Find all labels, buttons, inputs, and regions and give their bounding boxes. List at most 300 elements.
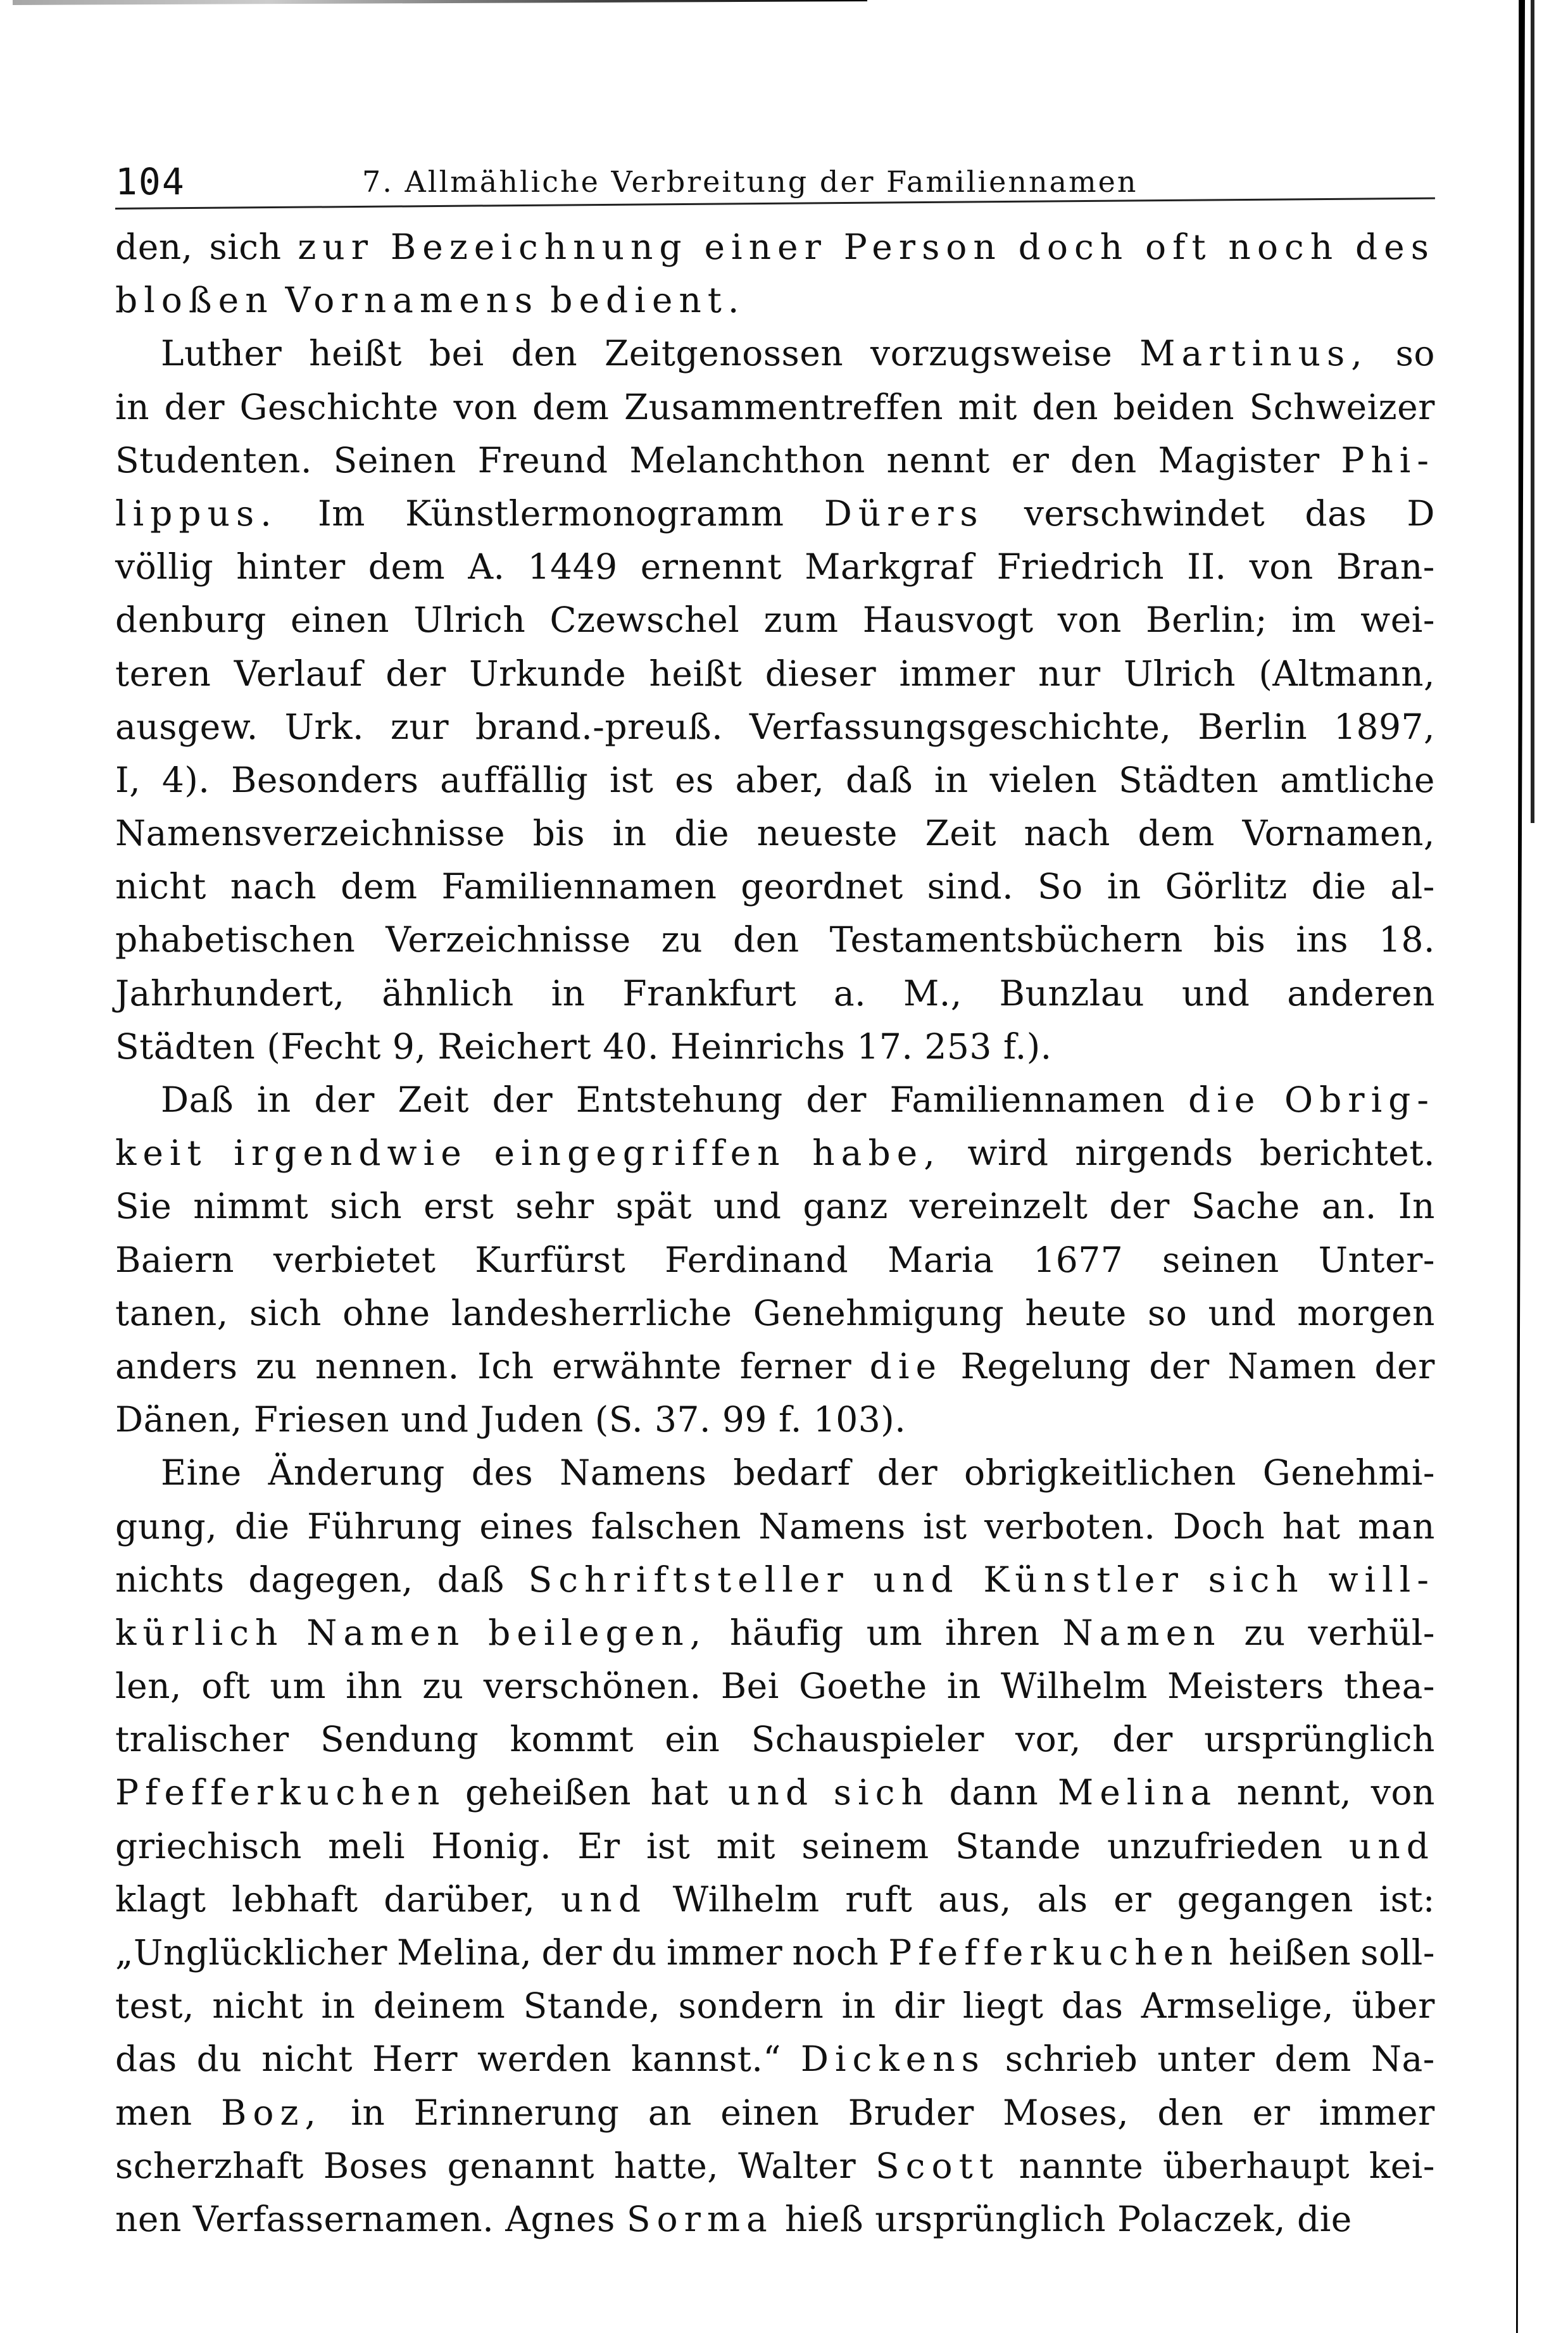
word: Juden bbox=[480, 1399, 584, 1440]
word: der bbox=[314, 1079, 375, 1120]
word: In bbox=[1398, 1186, 1435, 1227]
word: liegt bbox=[962, 1985, 1044, 2027]
word: verschwindet bbox=[1024, 493, 1265, 534]
word: phabetischen bbox=[115, 919, 356, 960]
word: er bbox=[1113, 1878, 1151, 1920]
word: ihren bbox=[944, 1612, 1040, 1653]
word: falschen bbox=[591, 1506, 741, 1547]
scan-edge-right bbox=[1516, 0, 1525, 2333]
text-line bbox=[115, 1020, 1435, 1073]
text-line bbox=[115, 1820, 1435, 1873]
word: Verfassungsgeschichte, bbox=[749, 706, 1172, 747]
word: 1677 bbox=[1033, 1239, 1124, 1280]
word: den, bbox=[115, 227, 193, 267]
word: Künstlermonogramm bbox=[405, 493, 784, 534]
word: den bbox=[732, 919, 800, 960]
word: Melina, bbox=[397, 1932, 532, 1973]
word: noch bbox=[1228, 227, 1339, 267]
word: einen bbox=[291, 600, 390, 641]
word: hat bbox=[650, 1772, 709, 1813]
word: erwähnte bbox=[552, 1345, 722, 1387]
word: dem bbox=[1138, 813, 1215, 854]
text-line bbox=[115, 593, 1435, 646]
scan-edge-right-inner bbox=[1531, 0, 1534, 823]
word: die bbox=[1188, 1079, 1262, 1120]
word: des bbox=[471, 1452, 534, 1493]
word: ist bbox=[646, 1825, 691, 1866]
word: nen bbox=[115, 2198, 182, 2239]
word: amtliche bbox=[1279, 759, 1435, 800]
word: Hausvogt bbox=[862, 600, 1034, 641]
word: Sendung bbox=[320, 1719, 479, 1760]
text-line bbox=[115, 380, 1435, 434]
word: sehr bbox=[515, 1186, 594, 1227]
word: Genehmi- bbox=[1262, 1452, 1435, 1493]
word: sich bbox=[209, 227, 282, 267]
word: das bbox=[115, 2039, 177, 2080]
word: Genehmigung bbox=[753, 1292, 1005, 1333]
word: Bran- bbox=[1336, 546, 1435, 588]
word: Sie bbox=[115, 1186, 172, 1227]
text-line bbox=[115, 967, 1435, 1020]
word: Daß bbox=[161, 1079, 234, 1120]
text-line bbox=[115, 1553, 1435, 1606]
text-line bbox=[115, 1979, 1435, 2032]
word: Phi- bbox=[1341, 439, 1435, 481]
word: Ulrich bbox=[413, 600, 526, 641]
word: Verfassernamen. bbox=[192, 2198, 494, 2239]
word: Städten bbox=[115, 1026, 256, 1067]
word: der bbox=[806, 1079, 867, 1120]
word: neueste bbox=[756, 813, 898, 854]
word: Ulrich bbox=[1123, 653, 1236, 694]
word: wird bbox=[967, 1133, 1049, 1174]
word: Änderung bbox=[268, 1452, 445, 1493]
word: Martinus, bbox=[1139, 333, 1369, 374]
word: Familiennamen bbox=[889, 1079, 1165, 1120]
text-line bbox=[115, 913, 1435, 966]
word: Bunzlau bbox=[999, 972, 1145, 1014]
word: Polaczek, bbox=[1117, 2198, 1286, 2239]
word: Agnes bbox=[505, 2198, 615, 2239]
word: brand.-preuß. bbox=[475, 706, 724, 747]
word: über bbox=[1352, 1985, 1435, 2027]
word: zu bbox=[1244, 1612, 1286, 1653]
word: soll- bbox=[1360, 1932, 1435, 1973]
word: von bbox=[1057, 600, 1122, 641]
word: Besonders bbox=[230, 759, 419, 800]
word: Testamentsbüchern bbox=[829, 919, 1183, 960]
word: 40. bbox=[603, 1026, 660, 1067]
word: daß bbox=[845, 759, 913, 800]
word: Goethe bbox=[798, 1666, 927, 1707]
word: immer bbox=[1319, 2092, 1435, 2133]
word: ganz bbox=[803, 1186, 888, 1227]
word: verbietet bbox=[273, 1239, 436, 1280]
text-line bbox=[115, 1179, 1435, 1233]
word: und bbox=[561, 1878, 648, 1920]
word: Wilhelm bbox=[1000, 1666, 1148, 1707]
word: dem bbox=[341, 866, 418, 907]
word: erst bbox=[423, 1186, 494, 1227]
word: 253 bbox=[924, 1026, 992, 1067]
word: morgen bbox=[1297, 1292, 1435, 1333]
word: du bbox=[612, 1932, 657, 1973]
word: sondern bbox=[678, 1985, 824, 2027]
word: Schriftsteller bbox=[528, 1559, 850, 1600]
word: meli bbox=[328, 1825, 406, 1866]
word: dann bbox=[949, 1772, 1039, 1813]
text-line bbox=[115, 2032, 1435, 2085]
word: tanen, bbox=[115, 1292, 229, 1333]
word: Unter- bbox=[1318, 1239, 1435, 1280]
word: test, bbox=[115, 1985, 194, 2027]
word: mit bbox=[958, 386, 1017, 427]
word: berichtet. bbox=[1259, 1133, 1435, 1174]
word: immer bbox=[899, 653, 1015, 694]
word: Markgraf bbox=[805, 546, 974, 588]
word: nach bbox=[230, 866, 317, 907]
word: Namens bbox=[758, 1506, 906, 1547]
word: Baiern bbox=[115, 1239, 235, 1280]
word: der bbox=[1109, 1186, 1170, 1227]
word: und bbox=[1208, 1292, 1277, 1333]
word: thea- bbox=[1344, 1666, 1435, 1707]
word: in bbox=[256, 1079, 291, 1120]
word: ruft bbox=[845, 1878, 913, 1920]
word: auffällig bbox=[440, 759, 589, 800]
word: du bbox=[196, 2039, 242, 2080]
word: ferner bbox=[739, 1345, 852, 1387]
word: klagt bbox=[115, 1878, 206, 1920]
word: die bbox=[234, 1506, 290, 1547]
word: unter bbox=[1157, 2039, 1255, 2080]
word: Meisters bbox=[1167, 1666, 1324, 1707]
word: von bbox=[453, 386, 518, 427]
word: Erinnerung bbox=[413, 2092, 620, 2133]
word: Namen bbox=[1227, 1345, 1357, 1387]
word: lippus. bbox=[115, 493, 278, 534]
word: den bbox=[1032, 386, 1099, 427]
word: bedient. bbox=[550, 280, 746, 321]
text-line bbox=[115, 1766, 1435, 1819]
word: zu bbox=[661, 919, 703, 960]
word: den bbox=[1070, 439, 1137, 481]
word: (Altmann, bbox=[1258, 653, 1435, 694]
word: vielen bbox=[989, 759, 1098, 800]
text-line bbox=[115, 1286, 1435, 1340]
word: Walter bbox=[738, 2145, 856, 2186]
word: oft bbox=[201, 1666, 251, 1707]
word: der bbox=[1374, 1345, 1435, 1387]
word: dem bbox=[1274, 2039, 1352, 2080]
word: verhül- bbox=[1308, 1612, 1435, 1653]
word: heißt bbox=[649, 653, 743, 694]
word: nirgends bbox=[1075, 1133, 1234, 1174]
word: des bbox=[1355, 227, 1435, 267]
word: bis bbox=[1213, 919, 1266, 960]
word: f. bbox=[778, 1399, 802, 1440]
text-line bbox=[115, 1606, 1435, 1659]
word: hat bbox=[1282, 1506, 1341, 1547]
word: So bbox=[1038, 866, 1083, 907]
word: die bbox=[869, 1345, 943, 1387]
word: beilegen, bbox=[488, 1612, 708, 1653]
word: Sorma bbox=[626, 2198, 774, 2239]
word: nannte bbox=[1019, 2145, 1144, 2186]
word: 18. bbox=[1378, 919, 1435, 960]
word: al- bbox=[1390, 866, 1435, 907]
word: von bbox=[1249, 546, 1314, 588]
word: Vornamens bbox=[285, 280, 539, 321]
word: darüber, bbox=[384, 1878, 536, 1920]
text-line bbox=[115, 1073, 1435, 1126]
word: verschönen. bbox=[483, 1666, 701, 1707]
word: sich bbox=[1208, 1559, 1305, 1600]
text-line bbox=[115, 647, 1435, 700]
word: vor, bbox=[1015, 1719, 1081, 1760]
word: im bbox=[1291, 600, 1336, 641]
word: zu bbox=[422, 1666, 464, 1707]
word: Zeit bbox=[925, 813, 996, 854]
text-line bbox=[115, 220, 1435, 274]
word: in bbox=[612, 813, 647, 854]
word: Scott bbox=[875, 2145, 1000, 2186]
text-line bbox=[115, 1126, 1435, 1179]
word: Namen bbox=[1062, 1612, 1222, 1653]
word: Dickens bbox=[800, 2039, 986, 2080]
word: wei- bbox=[1360, 600, 1435, 641]
word: und bbox=[873, 1559, 960, 1600]
word: Frankfurt bbox=[622, 972, 797, 1014]
word: anders bbox=[115, 1345, 238, 1387]
word: Regelung bbox=[960, 1345, 1131, 1387]
text-line bbox=[115, 1340, 1435, 1393]
word: bedarf bbox=[733, 1452, 851, 1493]
word: oft bbox=[1145, 227, 1212, 267]
word: (Fecht bbox=[267, 1026, 381, 1067]
word: keit bbox=[115, 1133, 208, 1174]
word: Familiennamen bbox=[441, 866, 717, 907]
word: die bbox=[674, 813, 730, 854]
word: überhaupt bbox=[1163, 2145, 1350, 2186]
word: so bbox=[1395, 333, 1435, 374]
text-line bbox=[115, 2139, 1435, 2192]
word: heißt bbox=[309, 333, 403, 374]
word: Sache bbox=[1191, 1186, 1300, 1227]
word: Verzeichnisse bbox=[386, 919, 631, 960]
word: nicht bbox=[115, 866, 206, 907]
word: ist: bbox=[1379, 1878, 1435, 1920]
word: der bbox=[1112, 1719, 1173, 1760]
word: Dürers bbox=[824, 493, 984, 534]
word: in bbox=[351, 2092, 386, 2133]
word: bloßen bbox=[115, 280, 274, 321]
word: den bbox=[1157, 2092, 1224, 2133]
word: 103). bbox=[813, 1399, 906, 1440]
word: Bezeichnung bbox=[390, 227, 688, 267]
word: ernennt bbox=[640, 546, 782, 588]
word: ursprünglich bbox=[1204, 1719, 1435, 1760]
word: Freund bbox=[477, 439, 608, 481]
word: griechisch bbox=[115, 1825, 302, 1866]
word: ist bbox=[609, 759, 654, 800]
word: Herr bbox=[372, 2039, 458, 2080]
word: Armselige, bbox=[1141, 1985, 1334, 2027]
word: der bbox=[492, 1079, 553, 1120]
word: Görlitz bbox=[1165, 866, 1288, 907]
word: die bbox=[1311, 866, 1367, 907]
word: zur bbox=[298, 227, 375, 267]
word: Moses, bbox=[1003, 2092, 1129, 2133]
word: seinem bbox=[801, 1825, 929, 1866]
word: Doch bbox=[1172, 1506, 1265, 1547]
word: Czewschel bbox=[549, 600, 740, 641]
word: nennen. bbox=[315, 1345, 460, 1387]
word: hinter bbox=[236, 546, 346, 588]
word: (S. bbox=[594, 1399, 643, 1440]
word: noch bbox=[792, 1932, 879, 1973]
word: Stande, bbox=[523, 1985, 661, 2027]
word: kommt bbox=[510, 1719, 634, 1760]
word: als bbox=[1037, 1878, 1088, 1920]
word: will- bbox=[1328, 1559, 1435, 1600]
word: schrieb bbox=[1005, 2039, 1138, 2080]
word: Pfefferkuchen bbox=[888, 1932, 1219, 1973]
word: zu bbox=[255, 1345, 298, 1387]
word: men bbox=[115, 2092, 192, 2133]
word: es bbox=[675, 759, 714, 800]
word: spät bbox=[615, 1186, 692, 1227]
text-line bbox=[115, 1659, 1435, 1713]
word: bis bbox=[532, 813, 586, 854]
word: und bbox=[713, 1186, 782, 1227]
word: denburg bbox=[115, 600, 267, 641]
word: Bruder bbox=[848, 2092, 974, 2133]
word: unzufrieden bbox=[1107, 1825, 1323, 1866]
word: Friesen bbox=[253, 1399, 390, 1440]
word: zur bbox=[390, 706, 449, 747]
word: aus, bbox=[938, 1878, 1012, 1920]
word: von bbox=[1370, 1772, 1435, 1813]
word: daß bbox=[437, 1559, 505, 1600]
word: Studenten. bbox=[115, 439, 312, 481]
word: das bbox=[1305, 493, 1367, 534]
word: in bbox=[1107, 866, 1141, 907]
word: Berlin bbox=[1198, 706, 1308, 747]
word: „Unglücklicher bbox=[115, 1932, 387, 1973]
word: zum bbox=[763, 600, 839, 641]
text-line bbox=[115, 1500, 1435, 1553]
word: kürlich bbox=[115, 1612, 284, 1653]
text-line bbox=[115, 2192, 1435, 2246]
word: sind. bbox=[927, 866, 1014, 907]
word: Zeitgenossen bbox=[605, 333, 844, 374]
word: scherzhaft bbox=[115, 2145, 304, 2186]
word: genannt bbox=[447, 2145, 595, 2186]
text-line bbox=[115, 274, 1435, 327]
text-line bbox=[115, 807, 1435, 860]
text-line bbox=[115, 1446, 1435, 1499]
word: sich bbox=[249, 1292, 322, 1333]
word: Künstler bbox=[983, 1559, 1184, 1600]
word: tralischer bbox=[115, 1719, 289, 1760]
word: Urk. bbox=[284, 706, 365, 747]
word: in bbox=[934, 759, 969, 800]
word: vereinzelt bbox=[909, 1186, 1088, 1227]
word: heißen bbox=[1228, 1932, 1352, 1973]
word: immer bbox=[666, 1932, 783, 1973]
word: 1897, bbox=[1333, 706, 1435, 747]
word: hatte, bbox=[613, 2145, 719, 2186]
word: Städten bbox=[1118, 759, 1259, 800]
text-line bbox=[115, 487, 1435, 540]
word: eines bbox=[479, 1506, 574, 1547]
word: Maria bbox=[887, 1239, 994, 1280]
word: Jahrhundert, bbox=[115, 972, 345, 1014]
word: der bbox=[877, 1452, 938, 1493]
word: er bbox=[1011, 439, 1050, 481]
word: nur bbox=[1038, 653, 1101, 694]
word: um bbox=[866, 1612, 923, 1653]
word: f.). bbox=[1003, 1026, 1052, 1067]
word: Urkunde bbox=[469, 653, 627, 694]
word: häufig bbox=[730, 1612, 844, 1653]
word: Stande bbox=[955, 1825, 1081, 1866]
word: kannst.“ bbox=[631, 2039, 781, 2080]
word: A. bbox=[468, 546, 505, 588]
word: in bbox=[946, 1666, 981, 1707]
word: dagegen, bbox=[248, 1559, 413, 1600]
word: nicht bbox=[261, 2039, 353, 2080]
word: und bbox=[401, 1399, 469, 1440]
word: ihn bbox=[346, 1666, 403, 1707]
word: Zeit bbox=[398, 1079, 469, 1120]
word: anderen bbox=[1287, 972, 1435, 1014]
word: Seinen bbox=[333, 439, 456, 481]
word: Schauspieler bbox=[751, 1719, 984, 1760]
word: hieß bbox=[784, 2198, 864, 2239]
word: Er bbox=[577, 1825, 620, 1866]
word: a. bbox=[833, 972, 867, 1014]
word: Geschichte bbox=[239, 386, 439, 427]
word: Entstehung bbox=[575, 1079, 783, 1120]
word: II. bbox=[1187, 546, 1227, 588]
text-line bbox=[115, 700, 1435, 753]
word: lebhaft bbox=[232, 1878, 358, 1920]
word: Friedrich bbox=[996, 546, 1164, 588]
word: man bbox=[1358, 1506, 1435, 1547]
word: er bbox=[1252, 2092, 1291, 2133]
word: I, bbox=[115, 759, 141, 800]
word: Führung bbox=[307, 1506, 462, 1547]
word: an. bbox=[1321, 1186, 1377, 1227]
word: werden bbox=[477, 2039, 612, 2080]
word: gegangen bbox=[1177, 1878, 1353, 1920]
word: Honig. bbox=[431, 1825, 552, 1866]
word: um bbox=[270, 1666, 326, 1707]
word: D bbox=[1407, 493, 1435, 534]
word: Zusammentreffen bbox=[624, 386, 943, 427]
word: 1449 bbox=[527, 546, 618, 588]
word: so bbox=[1148, 1292, 1188, 1333]
text-line bbox=[115, 860, 1435, 913]
word: landesherrliche bbox=[451, 1292, 732, 1333]
word: der bbox=[1149, 1345, 1210, 1387]
word: seinen bbox=[1162, 1239, 1279, 1280]
word: 37. bbox=[654, 1399, 711, 1440]
text-line bbox=[115, 1233, 1435, 1286]
